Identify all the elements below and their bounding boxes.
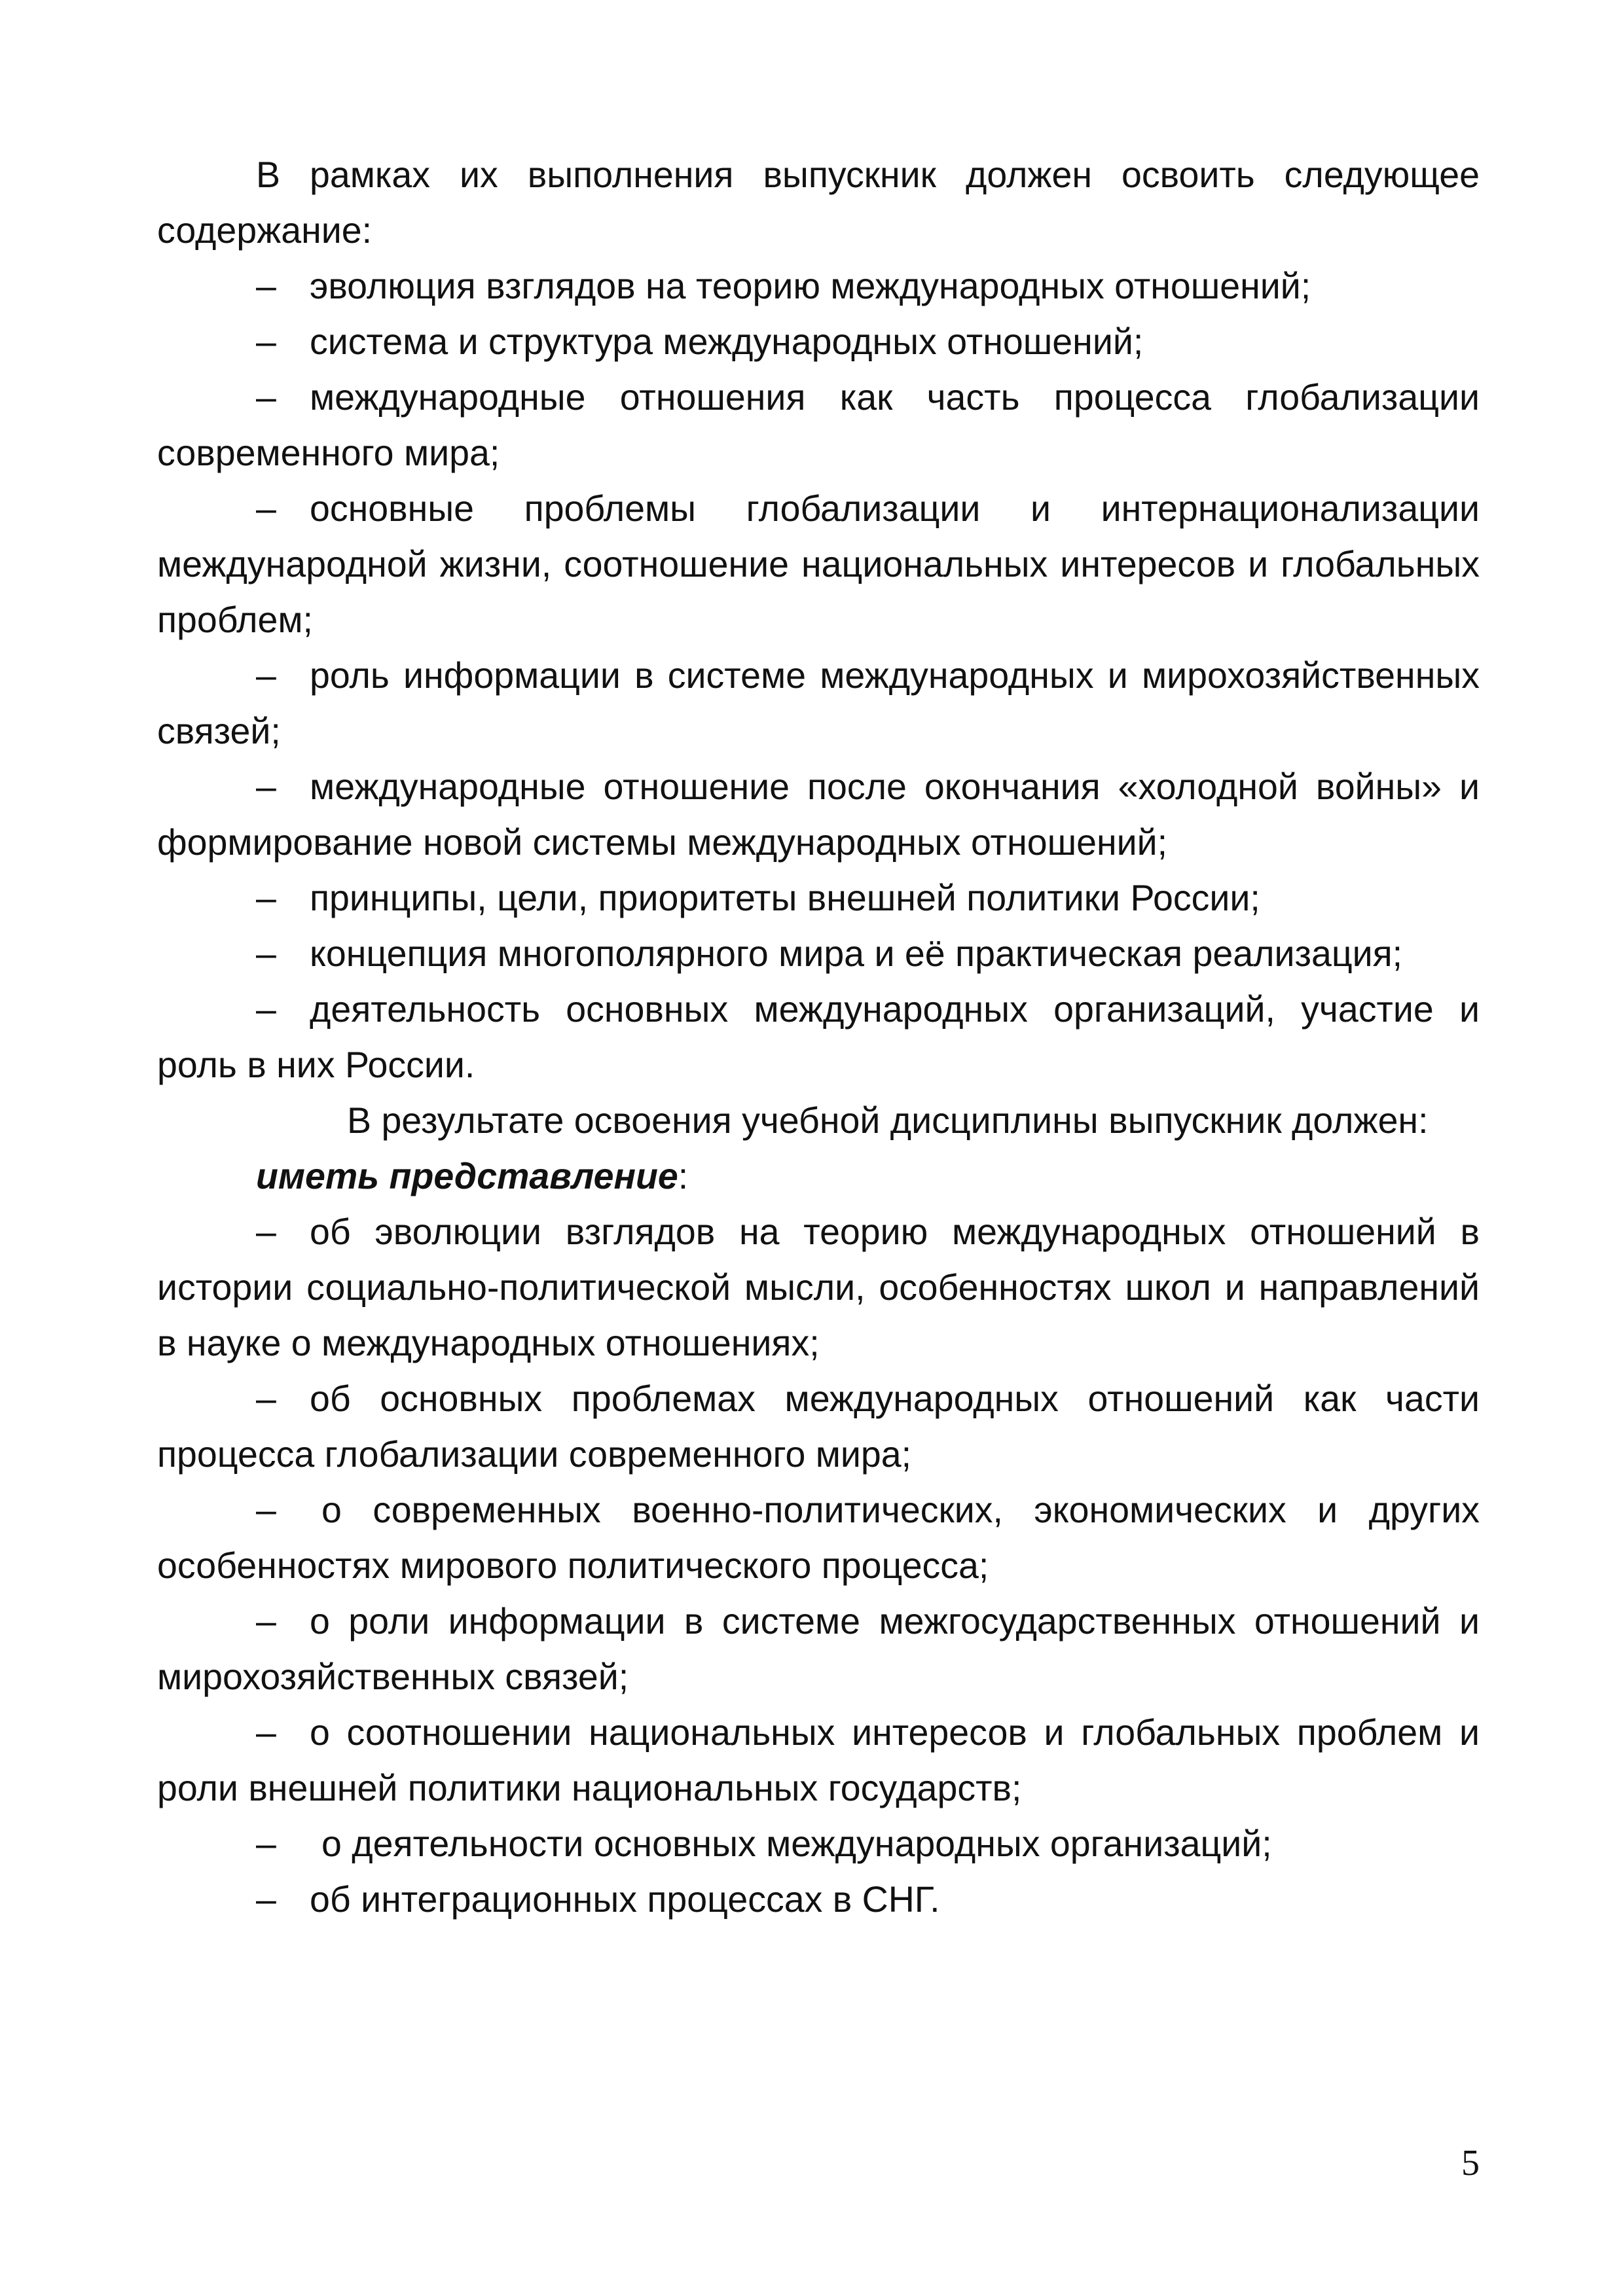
dash-marker: – [256, 989, 276, 1030]
dash-marker: – [256, 1823, 276, 1864]
dash-marker: – [256, 1601, 276, 1641]
list-item: – о роли информации в системе межгосударственных отношений и мирохозяйственных связей; [157, 1594, 1480, 1705]
list-item: – об основных проблемах международных отношений как части процесса глобализации современного мира; [157, 1371, 1480, 1482]
list-item: – о соотношении национальных интересов и глобальных проблем и роли внешней политики национальных государств; [157, 1705, 1480, 1816]
requirement-colon: : [678, 1156, 689, 1196]
dash-marker: – [256, 933, 276, 974]
dash-marker: – [256, 321, 276, 362]
dash-marker: – [256, 1490, 276, 1530]
list-item: – об интеграционных процессах в СНГ. [157, 1872, 1480, 1928]
list-item: – международные отношения как часть процесса глобализации современного мира; [157, 370, 1480, 481]
list-item: – международные отношение после окончания «холодной войны» и формирование новой системы международных отношений; [157, 759, 1480, 870]
dash-marker: – [256, 1879, 276, 1920]
list-item: – принципы, цели, приоритеты внешней политики России; [157, 870, 1480, 926]
list-item: – об эволюции взглядов на теорию международных отношений в истории социально-политической мысли, особенностях школ и направлений в науке о международных отношениях; [157, 1204, 1480, 1371]
requirement-label: иметь представление [256, 1156, 678, 1196]
page-number: 5 [1461, 2143, 1480, 2183]
list-item: – о деятельности основных международных организаций; [157, 1816, 1480, 1872]
list-item: – деятельность основных международных организаций, участие и роль в них России. [157, 982, 1480, 1093]
dash-marker: – [256, 878, 276, 918]
list-item: – о современных военно-политических, экономических и других особенностях мирового политического процесса; [157, 1482, 1480, 1594]
document-body [157, 147, 1480, 1928]
list-item: – концепция многополярного мира и её практическая реализация; [157, 926, 1480, 982]
intro-paragraph: В рамках их выполнения выпускник должен освоить следующее содержание: [157, 154, 1480, 251]
list-item: – основные проблемы глобализации и интернационализации международной жизни, соотношение национальных интересов и глобальных проблем; [157, 481, 1480, 648]
list-item: – система и структура международных отношений; [157, 314, 1480, 370]
dash-marker: – [256, 266, 276, 306]
dash-marker: – [256, 1378, 276, 1419]
list-item: – роль информации в системе международных и мирохозяйственных связей; [157, 648, 1480, 759]
content-list [157, 259, 1480, 1093]
result-paragraph: В результате освоения учебной дисциплины выпускник должен: [347, 1100, 1429, 1141]
list-item: – эволюция взглядов на теорию международных отношений; [157, 259, 1480, 314]
dash-marker: – [256, 655, 276, 696]
requirement-heading [157, 1149, 1480, 1204]
representation-list [157, 1204, 1480, 1928]
dash-marker: – [256, 488, 276, 529]
dash-marker: – [256, 1211, 276, 1252]
dash-marker: – [256, 377, 276, 418]
dash-marker: – [256, 766, 276, 807]
dash-marker: – [256, 1712, 276, 1753]
